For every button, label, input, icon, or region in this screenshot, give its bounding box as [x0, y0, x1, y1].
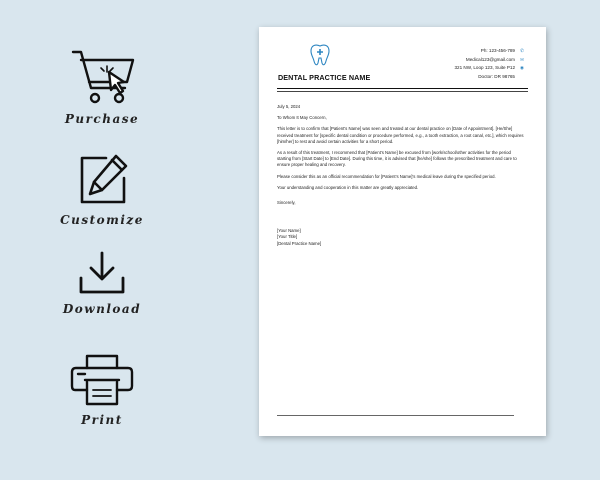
- contact-doctor-row: [454, 73, 525, 82]
- contact-email-row: [454, 56, 525, 65]
- mail-icon: ✉: [520, 56, 524, 62]
- letter-paragraph: Your understanding and cooperation in this matter are greatly appreciated.: [277, 184, 419, 190]
- letter-salutation: To Whom It May Concern,: [277, 115, 327, 121]
- letter-document: [259, 27, 546, 436]
- contact-email: Medical123@gmail.com: [465, 56, 515, 62]
- signature-practice: [Dental Practice Name]: [277, 240, 322, 246]
- signature-block: [277, 228, 526, 247]
- tooth-logo-icon: [309, 43, 331, 67]
- contact-block: [454, 47, 525, 81]
- phone-icon: ✆: [520, 48, 524, 53]
- signature-title: [Your Title]: [277, 234, 298, 240]
- practice-name: DENTAL PRACTICE NAME: [278, 73, 371, 82]
- letter-paragraph: This letter is to confirm that [Patient's Name] was seen and treated at our dental practice on [Date of Appointment]. [He/She] received treatment for [specific dental condition or procedure performed, e.g., a tooth extraction, a root canal, etc.], which requires [him/her] to rest and avoid certain activities for a short period.: [277, 126, 524, 144]
- edit-pencil-icon: [74, 152, 130, 208]
- contact-address: 321 NW, Loop 123, Suite P12: [454, 65, 515, 71]
- contact-phone: Ph: 123-456-789: [480, 48, 515, 53]
- step-label-print: Print: [81, 413, 123, 427]
- step-print: [50, 352, 154, 427]
- contact-address-row: [454, 64, 525, 73]
- letter-paragraph: As a result of this treatment, I recommend that [Patient's Name] be excused from [work/school/other activities for the period starting from [Start Date] to [End Date]. During this time, it is advised that [he/she] follows the prescribed treatment and care to ensure proper healing and recovery.: [277, 150, 517, 168]
- step-label-purchase: Purchase: [64, 112, 140, 126]
- step-purchase: [50, 48, 154, 126]
- download-icon: [77, 250, 127, 296]
- contact-phone-row: [454, 47, 525, 56]
- header-divider: [277, 88, 528, 89]
- shopping-cart-click-icon: [67, 48, 137, 108]
- letter-body: [277, 104, 526, 247]
- step-customize: [50, 152, 154, 227]
- signature-name: [Your Name]: [277, 228, 301, 234]
- printer-icon: [69, 352, 135, 406]
- letter-date: July 5, 2024: [277, 104, 301, 109]
- letter-closing: Sincerely,: [277, 200, 296, 206]
- step-label-download: Download: [62, 302, 142, 316]
- letter-paragraph: Please consider this as an official recommendation for [Patient's Name]'s medical leave during the specified period.: [277, 173, 496, 179]
- header-divider-thin: [277, 91, 528, 92]
- step-label-customize: Customize: [60, 213, 144, 227]
- location-pin-icon: ◉: [519, 65, 524, 71]
- step-download: [50, 250, 154, 316]
- contact-doctor: Doctor: DR 98765: [478, 73, 515, 79]
- footer-divider: [277, 415, 514, 416]
